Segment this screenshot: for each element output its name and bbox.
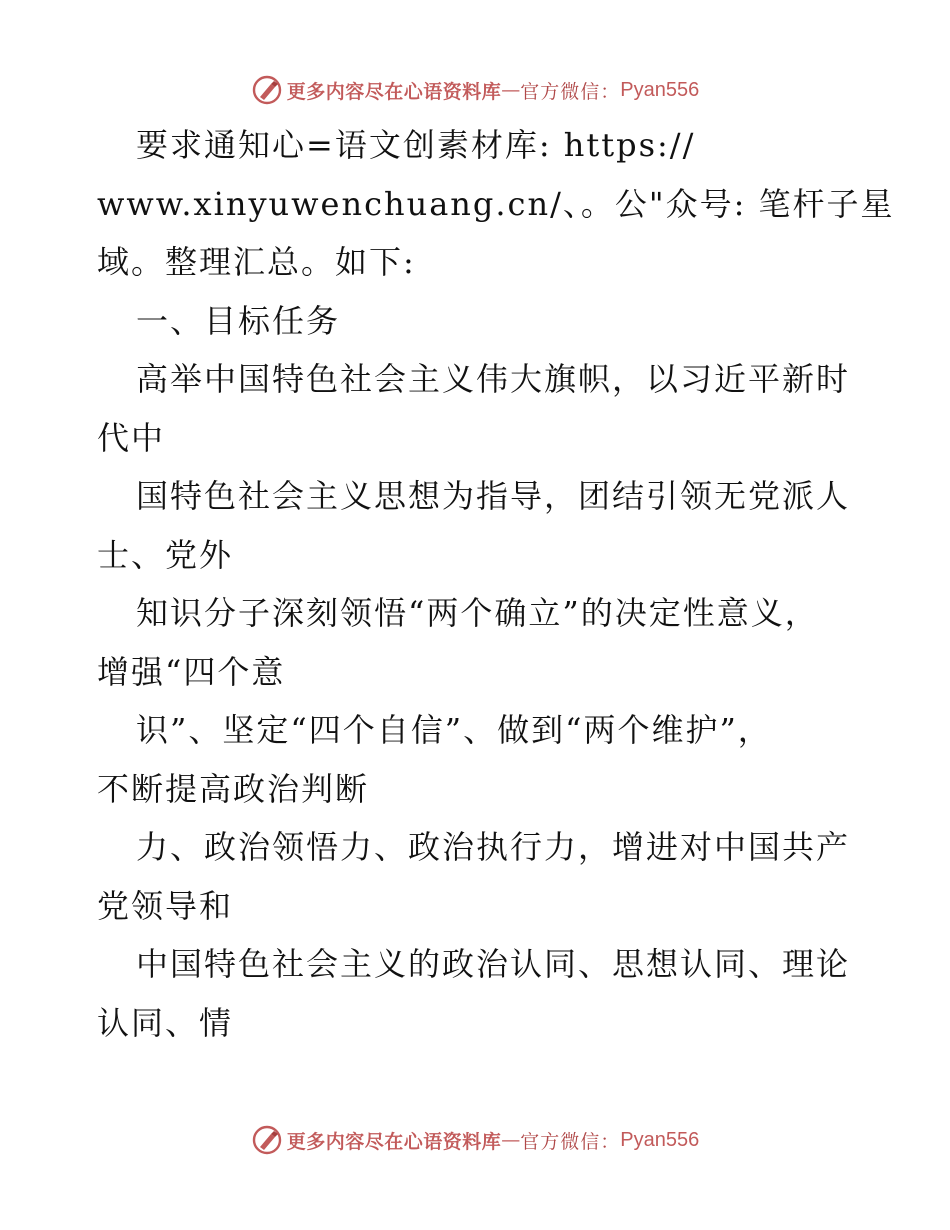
text-line: www.xinyuwenchuang.cn/、。公"众号: 笔杆子星 [97,184,895,223]
watermark-dash: — [501,79,521,101]
watermark-dash: — [501,1129,521,1151]
text-line: 识”、坚定“四个自信”、做到“两个维护”， [136,711,772,749]
text-line: 党领导和 [97,886,234,925]
text-line: 域。整理汇总。如下: [97,243,416,281]
pen-logo-icon [251,74,283,106]
document-body [97,116,895,1052]
text-line: 国特色社会主义思想为指导，团结引领无党派人 [136,477,851,515]
watermark-main-text: 更多内容尽在心语资料库 [286,1130,502,1153]
watermark-wechat-id: Pyan556 [620,1128,700,1151]
watermark-main-text: 更多内容尽在心语资料库 [286,80,502,103]
text-line: 高举中国特色社会主义伟大旗帜，以习近平新时 [136,360,851,398]
pen-logo-icon [251,1124,283,1156]
footer-watermark [0,1120,950,1160]
text-line: 不断提高政治判断 [97,769,370,808]
text-line: 士、党外 [97,535,234,574]
header-watermark [0,70,950,110]
text-line: 中国特色社会主义的政治认同、思想认同、理论 [136,945,851,983]
text-line: 认同、情 [97,1003,234,1042]
watermark-wechat-label: 官方微信： [520,1130,621,1153]
text-line: 力、政治领悟力、政治执行力，增进对中国共产 [136,828,851,866]
watermark-wechat-label: 官方微信： [520,80,621,103]
watermark-wechat-id: Pyan556 [620,78,700,101]
text-line: 代中 [97,418,166,457]
text-line: 要求通知心=语文创素材库: https:// [136,126,696,164]
section-heading: 一、目标任务 [136,301,341,340]
text-line: 增强“四个意 [97,652,286,691]
text-line: 知识分子深刻领悟“两个确立”的决定性意义， [136,594,819,632]
